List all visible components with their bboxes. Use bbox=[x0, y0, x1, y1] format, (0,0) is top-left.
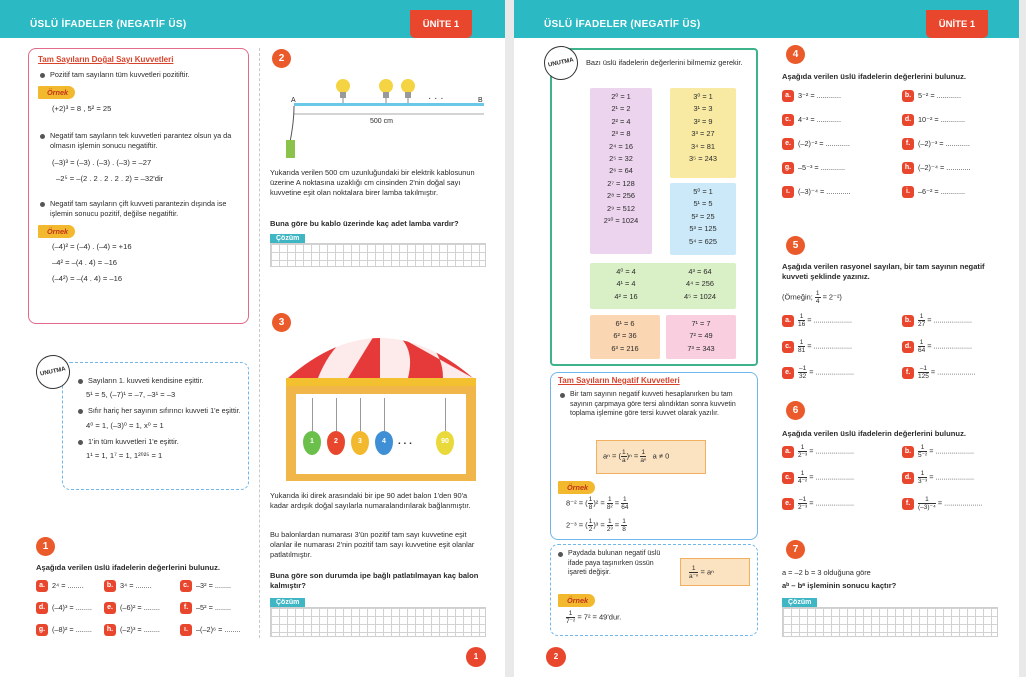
powers-of-5 bbox=[670, 183, 736, 255]
item-blank: = ................... bbox=[805, 315, 853, 325]
question-4-text: Aşağıda verilen üslü ifadelerin değerlerini bulunuz. bbox=[782, 72, 966, 81]
cable-length: 500 cm bbox=[370, 118, 393, 125]
balloon: 4 bbox=[375, 431, 393, 455]
item-label: d. bbox=[902, 114, 914, 126]
rule-3: Negatif tam sayıların çift kuvveti parantezin dışında ise işlemin sonucu pozitif, değilse negatiftir. bbox=[38, 199, 243, 219]
item-label: f. bbox=[180, 602, 192, 614]
question-3-t1: Yukarıda iki direk arasındaki bir ipe 90 adet balon 1'den 90'a kadar ardışık doğal sayılarla numaralandırılarak bağlanmıştır. bbox=[270, 491, 471, 510]
item-blank: = ................... bbox=[925, 341, 973, 351]
question-3-number: 3 bbox=[272, 313, 291, 332]
exercise-item bbox=[902, 138, 970, 150]
unutma-rule-1: Sayıların 1. kuvveti kendisine eşittir. bbox=[76, 376, 244, 386]
item-blank: = ................... bbox=[925, 315, 973, 325]
exercise-item bbox=[36, 624, 92, 636]
power-value: 7¹ = 7 bbox=[691, 319, 711, 328]
section-title: Tam Sayıların Doğal Sayı Kuvvetleri bbox=[38, 55, 174, 64]
balloon: 3 bbox=[351, 431, 369, 455]
exercise-item bbox=[36, 602, 92, 614]
item-fraction: $\frac{1}{\text{(–3)⁻⁴}}$ bbox=[918, 496, 936, 511]
exercise-item bbox=[782, 114, 841, 126]
exercise-item bbox=[180, 602, 231, 614]
exercise-item bbox=[902, 365, 976, 380]
power-value: 5⁴ = 625 bbox=[688, 236, 718, 246]
exercise-item bbox=[782, 138, 850, 150]
exercise-item bbox=[782, 339, 852, 354]
ornek-tag: Örnek bbox=[558, 481, 595, 494]
item-expression: (–3)⁻⁴ = ............ bbox=[798, 186, 851, 196]
power-value: 6³ = 216 bbox=[611, 343, 639, 353]
item-label: c. bbox=[782, 472, 794, 484]
item-expression: (–2)³ = ........ bbox=[120, 624, 160, 634]
page-left bbox=[0, 0, 505, 677]
item-label: f. bbox=[902, 498, 914, 510]
powers-intro: Bazı üslü ifadelerin değerlerini bilmemiz gerekir. bbox=[586, 58, 743, 67]
balloon-string bbox=[312, 398, 313, 431]
power-value: 2⁵ = 32 bbox=[609, 154, 633, 164]
power-value: 4⁰ = 4 bbox=[616, 267, 636, 276]
header-title: ÜSLÜ İFADELER (NEGATİF ÜS) bbox=[544, 19, 701, 30]
unutma-rule-3: 1'in tüm kuvvetleri 1'e eşittir. bbox=[76, 437, 244, 447]
solution-grid[interactable] bbox=[782, 607, 998, 637]
power-value: 3⁴ = 81 bbox=[691, 141, 715, 151]
item-label: c. bbox=[782, 114, 794, 126]
exercise-item bbox=[902, 186, 965, 198]
unutma-content bbox=[76, 376, 244, 462]
item-expression: (–2)⁻² = ............ bbox=[798, 138, 850, 148]
ornek-tag: Örnek bbox=[558, 594, 595, 607]
item-label: i. bbox=[902, 186, 914, 198]
circus-illustration bbox=[268, 318, 493, 483]
power-value: 5² = 25 bbox=[691, 211, 715, 221]
exercise-item bbox=[782, 162, 845, 174]
item-label: a. bbox=[782, 90, 794, 102]
exercise-item bbox=[782, 186, 851, 198]
power-value: 4² = 16 bbox=[614, 291, 638, 301]
item-label: g. bbox=[782, 162, 794, 174]
exercise-item bbox=[902, 444, 974, 459]
item-expression: (–6)² = ........ bbox=[120, 602, 160, 612]
point-a: A bbox=[291, 97, 296, 104]
denominator-formula: $\frac{1}{\text{a⁻ⁿ}}$ = aⁿ bbox=[680, 558, 750, 586]
item-expression: –5² = ........ bbox=[196, 602, 232, 612]
example-3a: (–4)² = (–4) . (–4) = +16 bbox=[52, 242, 132, 251]
power-value: 3⁵ = 243 bbox=[689, 154, 717, 164]
item-label: b. bbox=[104, 580, 116, 592]
example-1: (+2)³ = 8 , 5² = 25 bbox=[52, 104, 112, 113]
power-value: 4³ = 64 bbox=[688, 267, 712, 276]
item-fraction: $\frac{1}{\text{2⁻³}}$ bbox=[798, 444, 808, 459]
svg-text:· · ·: · · · bbox=[428, 93, 444, 104]
page-right bbox=[514, 0, 1019, 677]
power-value: 2¹ = 2 bbox=[611, 104, 631, 114]
question-3-ask: Buna göre son durumda ipe bağlı patlatılmayan kaç balon kalmıştır? bbox=[270, 571, 479, 590]
exercise-item bbox=[36, 580, 84, 592]
item-fraction: $\frac{1}{\text{3⁻³}}$ bbox=[918, 470, 928, 485]
power-value: 2⁶ = 64 bbox=[609, 166, 633, 176]
item-label: d. bbox=[902, 472, 914, 484]
question-6-text: Aşağıda verilen üslü ifadelerin değerlerini bulunuz. bbox=[782, 429, 966, 438]
power-value: 5¹ = 5 bbox=[693, 199, 713, 209]
lamp-icon bbox=[379, 79, 393, 103]
item-label: b. bbox=[902, 90, 914, 102]
exercise-item bbox=[104, 624, 160, 636]
balloon: 1 bbox=[303, 431, 321, 455]
item-expression: –3² = ........ bbox=[196, 580, 232, 590]
powers-of-6 bbox=[590, 315, 660, 359]
exercise-item bbox=[782, 313, 852, 328]
item-blank: = ................... bbox=[928, 367, 976, 377]
unit-badge: ÜNİTE 1 bbox=[926, 10, 988, 38]
balloon-string bbox=[336, 398, 337, 431]
cozum-label: Çözüm bbox=[270, 598, 305, 607]
power-value: 2⁰ = 1 bbox=[611, 92, 631, 101]
item-fraction: $\frac{-1}{32}$ bbox=[799, 365, 807, 380]
item-label: ı. bbox=[782, 186, 794, 198]
item-label: h. bbox=[104, 624, 116, 636]
lamp-icon bbox=[401, 79, 415, 103]
cozum-label: Çözüm bbox=[782, 598, 817, 607]
item-blank: = ................... bbox=[807, 367, 855, 377]
balloon: 90 bbox=[436, 431, 454, 455]
exercise-item bbox=[902, 496, 983, 511]
item-fraction: $\frac{1}{\text{4⁻²}}$ bbox=[798, 470, 808, 485]
power-value: 3² = 9 bbox=[693, 116, 713, 126]
power-value: 5³ = 125 bbox=[689, 224, 717, 234]
power-value: 2⁴ = 16 bbox=[609, 141, 633, 151]
power-value: 3⁰ = 1 bbox=[693, 92, 713, 101]
exercise-item bbox=[782, 470, 854, 485]
example-2b: –2⁵ = –(2 . 2 . 2 . 2 . 2) = –32'dir bbox=[56, 174, 164, 183]
exercise-item bbox=[782, 496, 854, 511]
item-label: c. bbox=[180, 580, 192, 592]
page-number: 2 bbox=[546, 647, 566, 667]
rule-1: Pozitif tam sayıların tüm kuvvetleri pozitiftir. bbox=[38, 70, 243, 80]
exercise-item bbox=[902, 162, 971, 174]
example-3c: (–4²) = –(4 . 4) = –16 bbox=[52, 274, 123, 283]
unutma-ex-2: 4⁰ = 1, (–3)⁰ = 1, x⁰ = 1 bbox=[86, 421, 164, 430]
item-blank: = ................... bbox=[807, 472, 855, 482]
neg-example-3: $\frac{1}{\text{7⁻²}}$ = 7² = 49'dur. bbox=[566, 610, 622, 625]
balloon-string bbox=[360, 398, 361, 431]
item-label: d. bbox=[902, 341, 914, 353]
example-3b: –4² = –(4 . 4) = –16 bbox=[52, 258, 118, 267]
item-blank: = ................... bbox=[805, 341, 853, 351]
exercise-item bbox=[104, 602, 160, 614]
powers-of-2 bbox=[590, 88, 652, 254]
question-7-number: 7 bbox=[786, 540, 805, 559]
question-5-example: (Örneğin; $\frac{1}{4}$ = 2⁻²) bbox=[782, 290, 842, 305]
item-label: h. bbox=[902, 162, 914, 174]
item-label: d. bbox=[36, 602, 48, 614]
exercise-item bbox=[902, 90, 961, 102]
unit-badge: ÜNİTE 1 bbox=[410, 10, 472, 38]
balloon-dots: . . . bbox=[398, 436, 412, 447]
power-value: 3³ = 27 bbox=[691, 129, 715, 139]
unutma-badge: UNUTMA bbox=[541, 43, 581, 83]
unutma-rule-2: Sıfır hariç her sayının sıfırıncı kuvveti 1'e eşittir. bbox=[76, 406, 244, 416]
item-blank: = ................... bbox=[935, 498, 983, 508]
item-label: b. bbox=[902, 315, 914, 327]
item-expression: –(–2)⁶ = ........ bbox=[196, 624, 241, 634]
neg-formula-box: aⁿ = ( $\frac{1}{a}$ )ⁿ = $\frac{1}{\text{aⁿ}}$ a ≠ 0 bbox=[596, 440, 706, 474]
item-expression: 4⁻³ = ............ bbox=[798, 114, 841, 124]
exercise-item bbox=[180, 624, 241, 636]
power-value: 2³ = 8 bbox=[611, 129, 631, 139]
power-value: 2⁸ = 256 bbox=[607, 191, 635, 201]
item-label: e. bbox=[104, 602, 116, 614]
item-expression: –5⁻³ = ............ bbox=[798, 162, 846, 172]
power-value: 4⁵ = 1024 bbox=[683, 291, 717, 301]
page-header bbox=[0, 0, 505, 38]
item-fraction: $\frac{1}{16}$ bbox=[798, 313, 806, 328]
exercise-item bbox=[902, 114, 965, 126]
item-blank: = ................... bbox=[807, 498, 855, 508]
item-fraction: $\frac{-1}{125}$ bbox=[918, 365, 929, 380]
unutma-ex-3: 1¹ = 1, 1⁷ = 1, 1²⁰²⁵ = 1 bbox=[86, 451, 163, 460]
power-value: 2⁷ = 128 bbox=[607, 178, 635, 188]
power-value: 2¹⁰ = 1024 bbox=[603, 216, 639, 226]
page-number: 1 bbox=[466, 647, 486, 667]
question-1-text: Aşağıda verilen üslü ifadelerin değerlerini bulunuz. bbox=[36, 563, 220, 572]
rules-content bbox=[38, 55, 243, 285]
item-fraction: $\frac{1}{81}$ bbox=[798, 339, 806, 354]
question-7-ask: aᵇ – bᵃ işleminin sonucu kaçtır? bbox=[782, 581, 897, 590]
power-value: 6¹ = 6 bbox=[615, 319, 635, 328]
power-value: 4⁴ = 256 bbox=[685, 279, 715, 289]
power-value: 7³ = 343 bbox=[687, 343, 715, 353]
item-label: ı. bbox=[180, 624, 192, 636]
item-expression: (–2)⁻³ = ............ bbox=[918, 138, 970, 148]
question-3-t2: Bu balonlardan numarası 3'ün pozitif tam sayı kuvvetine eşit olanlar ile numarası 2'nin pozitif tam sayı kuvvetine eşit olanlar patlatılmıştır. bbox=[270, 530, 475, 559]
item-expression: (–4)³ = ........ bbox=[52, 602, 92, 612]
powers-of-4 bbox=[590, 263, 736, 309]
neg-rule-2: Paydada bulunan negatif üslü ifade paya taşınırken üssün işareti değişir. bbox=[556, 549, 664, 578]
exercise-item bbox=[902, 470, 974, 485]
item-blank: = ................... bbox=[927, 446, 975, 456]
exercise-item bbox=[104, 580, 152, 592]
item-expression: 10⁻² = ............ bbox=[918, 114, 966, 124]
item-fraction: $\frac{1}{27}$ bbox=[918, 313, 926, 328]
power-value: 4¹ = 4 bbox=[616, 279, 636, 289]
question-2-text: Yukarıda verilen 500 cm uzunluğundaki bir elektrik kablosunun üzerine A noktasına uzaklığı cm cinsinden 2'nin doğal sayı kuvvetine eşit olan noktalara birer lamba takılmıştır. bbox=[270, 168, 475, 197]
point-b: B bbox=[478, 97, 483, 104]
rule-2: Negatif tam sayıların tek kuvvetleri parantez olsun ya da olmasın işlemin sonucu negatiftir. bbox=[38, 131, 243, 151]
exercise-item bbox=[902, 313, 972, 328]
question-4-number: 4 bbox=[786, 45, 805, 64]
example-2a: (–3)³ = (–3) . (–3) . (–3) = –27 bbox=[52, 158, 152, 167]
item-label: a. bbox=[782, 446, 794, 458]
exercise-item bbox=[902, 339, 972, 354]
item-expression: –6⁻² = ............ bbox=[918, 186, 966, 196]
item-expression: 2⁴ = ........ bbox=[52, 580, 84, 590]
balloon-string bbox=[384, 398, 385, 431]
item-fraction: $\frac{1}{\text{5⁻²}}$ bbox=[918, 444, 928, 459]
item-label: f. bbox=[902, 367, 914, 379]
item-expression: (–2)⁻⁴ = ............ bbox=[918, 162, 971, 172]
unutma-ex-1: 5¹ = 5, (–7)¹ = –7, –3¹ = –3 bbox=[86, 390, 176, 399]
exercise-item bbox=[180, 580, 231, 592]
powers-of-7 bbox=[666, 315, 736, 359]
solution-grid[interactable] bbox=[270, 243, 486, 267]
exercise-item bbox=[782, 90, 841, 102]
item-fraction: $\frac{-1}{\text{2⁻³}}$ bbox=[798, 496, 808, 511]
item-label: e. bbox=[782, 138, 794, 150]
power-value: 3¹ = 3 bbox=[693, 104, 713, 114]
section-title: Tam Sayıların Negatif Kuvvetleri bbox=[558, 376, 680, 385]
item-label: c. bbox=[782, 341, 794, 353]
item-expression: (–8)² = ........ bbox=[52, 624, 92, 634]
question-5-text: Aşağıda verilen rasyonel sayıları, bir tam sayının negatif kuvveti şeklinde yazınız. bbox=[782, 262, 985, 281]
neg-rule-1: Bir tam sayının negatif kuvveti hesaplanırken bu tam sayının çarpmaya göre tersi alındıktan sonra kuvvetin toplama işlemine göre tersi kuvvet olarak yazılır. bbox=[558, 390, 754, 419]
neg-example-2: 2⁻³ = ( $\frac{1}{2}$ )³ = $\frac{1}{\text{2³}}$ = $\frac{1}{8}$ bbox=[566, 518, 626, 533]
page-header bbox=[514, 0, 1019, 38]
balloon-string bbox=[445, 398, 446, 431]
question-5-number: 5 bbox=[786, 236, 805, 255]
cozum-label: Çözüm bbox=[270, 234, 305, 243]
balloon: 2 bbox=[327, 431, 345, 455]
item-expression: 3⁻² = ............ bbox=[798, 90, 841, 100]
unutma-badge: UNUTMA bbox=[33, 352, 73, 392]
question-2-number: 2 bbox=[272, 49, 291, 68]
item-expression: 3⁴ = ........ bbox=[120, 580, 152, 590]
item-fraction: $\frac{1}{64}$ bbox=[918, 339, 926, 354]
item-expression: 5⁻² = ............ bbox=[918, 90, 961, 100]
column-divider bbox=[259, 48, 260, 638]
power-value: 6² = 36 bbox=[613, 331, 637, 341]
ornek-tag: Örnek bbox=[38, 225, 75, 238]
power-value: 7² = 49 bbox=[689, 331, 713, 341]
item-blank: = ................... bbox=[927, 472, 975, 482]
item-label: a. bbox=[36, 580, 48, 592]
question-2-ask: Buna göre bu kablo üzerinde kaç adet lamba vardır? bbox=[270, 219, 459, 228]
item-label: e. bbox=[782, 498, 794, 510]
question-1-number: 1 bbox=[36, 537, 55, 556]
formula-condition: a ≠ 0 bbox=[652, 451, 670, 461]
header-title: ÜSLÜ İFADELER (NEGATİF ÜS) bbox=[30, 19, 187, 30]
battery-icon bbox=[286, 140, 295, 158]
item-blank: = ................... bbox=[807, 446, 855, 456]
lamp-icon bbox=[336, 79, 350, 103]
negative-powers-content bbox=[558, 376, 754, 419]
question-7-given: a = –2 b = 3 olduğuna göre bbox=[782, 568, 871, 577]
item-label: f. bbox=[902, 138, 914, 150]
powers-of-3 bbox=[670, 88, 736, 178]
item-label: e. bbox=[782, 367, 794, 379]
power-value: 2⁹ = 512 bbox=[606, 203, 636, 213]
exercise-item bbox=[782, 444, 854, 459]
power-value: 2² = 4 bbox=[611, 116, 631, 126]
exercise-item bbox=[782, 365, 854, 380]
item-label: g. bbox=[36, 624, 48, 636]
item-label: a. bbox=[782, 315, 794, 327]
solution-grid[interactable] bbox=[270, 607, 486, 637]
question-6-number: 6 bbox=[786, 401, 805, 420]
neg-example-1: 8⁻² = ( $\frac{1}{8}$ )² = $\frac{1}{\text{8²}}$ = $\frac{1}{64}$ bbox=[566, 496, 629, 511]
item-label: b. bbox=[902, 446, 914, 458]
power-value: 5⁰ = 1 bbox=[693, 187, 713, 196]
ornek-tag: Örnek bbox=[38, 86, 75, 99]
